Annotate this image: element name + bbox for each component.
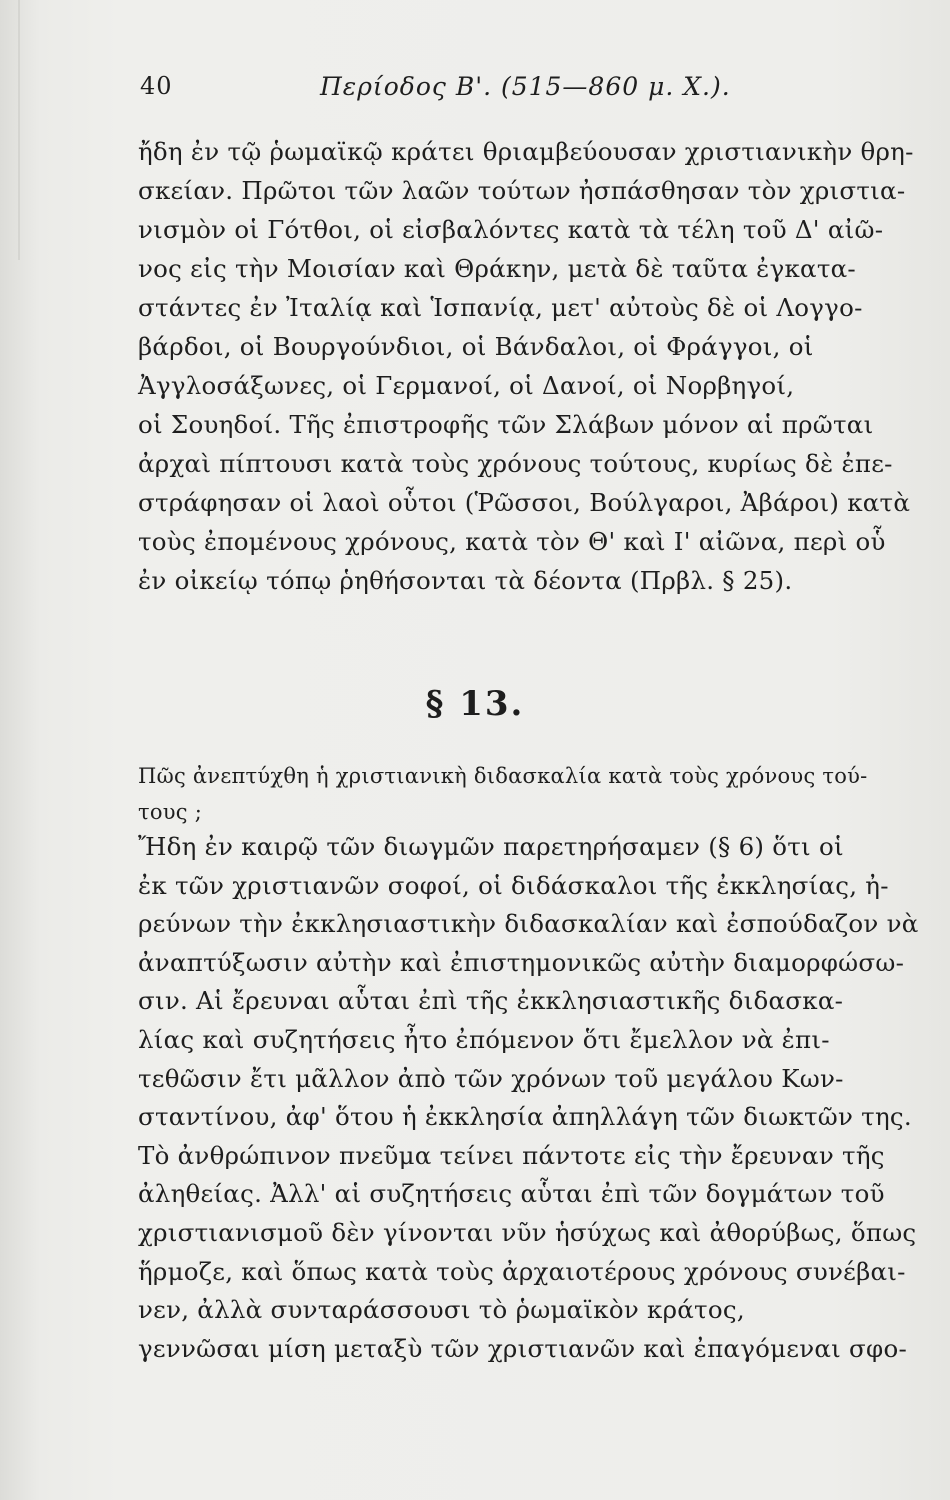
subtitle-line: Πῶς ἀνεπτύχθη ἡ χριστιανικὴ διδασκαλία κατὰ τοὺς χρόνους τού- <box>138 764 868 788</box>
scan-edge-shadow <box>18 0 20 260</box>
paragraph-2 <box>138 828 919 1368</box>
text-line: χριστιανισμοῦ δὲν γίνονται νῦν ἡσύχως καὶ ἀθορύβως, ὅπως <box>138 1217 917 1247</box>
text-line: Τὸ ἀνθρώπινον πνεῦμα τείνει πάντοτε εἰς τὴν ἔρευναν τῆς <box>138 1140 885 1170</box>
text-line: ἀρχαὶ πίπτουσι κατὰ τοὺς χρόνους τούτους, κυρίως δὲ ἐπε- <box>138 449 893 478</box>
section-subtitle <box>138 758 898 830</box>
text-line: σιν. Αἱ ἔρευναι αὗται ἐπὶ τῆς ἐκκλησιαστικῆς διδασκα- <box>138 986 844 1016</box>
text-line: βάρδοι, οἱ Βουργούνδιοι, οἱ Βάνδαλοι, οἱ Φράγγοι, οἱ <box>138 332 814 361</box>
text-line: οἱ Σουηδοί. Τῆς ἐπιστροφῆς τῶν Σλάβων μόνον αἱ πρῶται <box>138 410 874 439</box>
text-line: στάντες ἐν Ἰταλίᾳ καὶ Ἱσπανίᾳ, μετ' αὐτοὺς δὲ οἱ Λογγο- <box>138 293 863 322</box>
paragraph-1 <box>138 132 914 600</box>
text-line: ἤδη ἐν τῷ ῥωμαϊκῷ κράτει θριαμβεύουσαν χριστιανικὴν θρη- <box>138 137 914 166</box>
subtitle-line: τους ; <box>138 800 203 824</box>
text-line: Ἀγγλοσάξωνες, οἱ Γερμανοί, οἱ Δανοί, οἱ Νορβηγοί, <box>138 371 795 400</box>
text-line: νος εἰς τὴν Μοισίαν καὶ Θράκην, μετὰ δὲ ταῦτα ἐγκατα- <box>138 254 856 283</box>
text-line: ἀναπτύξωσιν αὐτὴν καὶ ἐπιστημονικῶς αὐτὴν διαμορφώσω- <box>138 947 905 977</box>
text-line: σκείαν. Πρῶτοι τῶν λαῶν τούτων ἠσπάσθησαν τὸν χριστια- <box>138 176 906 205</box>
section-heading: § 13. <box>425 684 525 724</box>
text-line: τεθῶσιν ἔτι μᾶλλον ἀπὸ τῶν χρόνων τοῦ μεγάλου Κων- <box>138 1063 844 1093</box>
text-line: ἀληθείας. Ἀλλ' αἱ συζητήσεις αὗται ἐπὶ τῶν δογμάτων τοῦ <box>138 1179 885 1209</box>
text-line: νισμὸν οἱ Γότθοι, οἱ εἰσβαλόντες κατὰ τὰ τέλη τοῦ Δ' αἰῶ- <box>138 215 884 244</box>
text-line: σταντίνου, ἀφ' ὅτου ἡ ἐκκλησία ἀπηλλάγη τῶν διωκτῶν της. <box>138 1102 912 1132</box>
text-line: λίας καὶ συζητήσεις ἦτο ἐπόμενον ὅτι ἔμελλον νὰ ἐπι- <box>138 1024 830 1054</box>
text-line: γεννῶσαι μίση μεταξὺ τῶν χριστιανῶν καὶ ἐπαγόμεναι σφο- <box>138 1333 907 1363</box>
running-title: Περίοδος Β'. (515—860 μ. Χ.). <box>320 72 731 101</box>
text-line: ἐκ τῶν χριστιανῶν σοφοί, οἱ διδάσκαλοι τῆς ἐκκλησίας, ἠ- <box>138 870 889 900</box>
page-number: 40 <box>140 72 173 100</box>
text-line: στράφησαν οἱ λαοὶ οὗτοι (Ῥῶσσοι, Βούλγαροι, Ἀβάροι) κατὰ <box>138 488 911 517</box>
page-header <box>140 72 840 112</box>
text-line: ἥρμοζε, καὶ ὅπως κατὰ τοὺς ἀρχαιοτέρους χρόνους συνέβαι- <box>138 1256 906 1286</box>
text-line: νεν, ἀλλὰ συνταράσσουσι τὸ ῥωμαϊκὸν κράτος, <box>138 1295 745 1325</box>
text-line: ἐν οἰκείῳ τόπῳ ῥηθήσονται τὰ δέοντα (Πρβλ. § 25). <box>138 566 793 595</box>
text-line: ρεύνων τὴν ἐκκλησιαστικὴν διδασκαλίαν καὶ ἐσπούδαζον νὰ <box>138 909 919 939</box>
text-line: τοὺς ἐπομένους χρόνους, κατὰ τὸν Θ' καὶ Ι' αἰῶνα, περὶ οὗ <box>138 527 886 556</box>
text-line: Ἤδη ἐν καιρῷ τῶν διωγμῶν παρετηρήσαμεν (§ 6) ὅτι οἱ <box>138 832 844 861</box>
